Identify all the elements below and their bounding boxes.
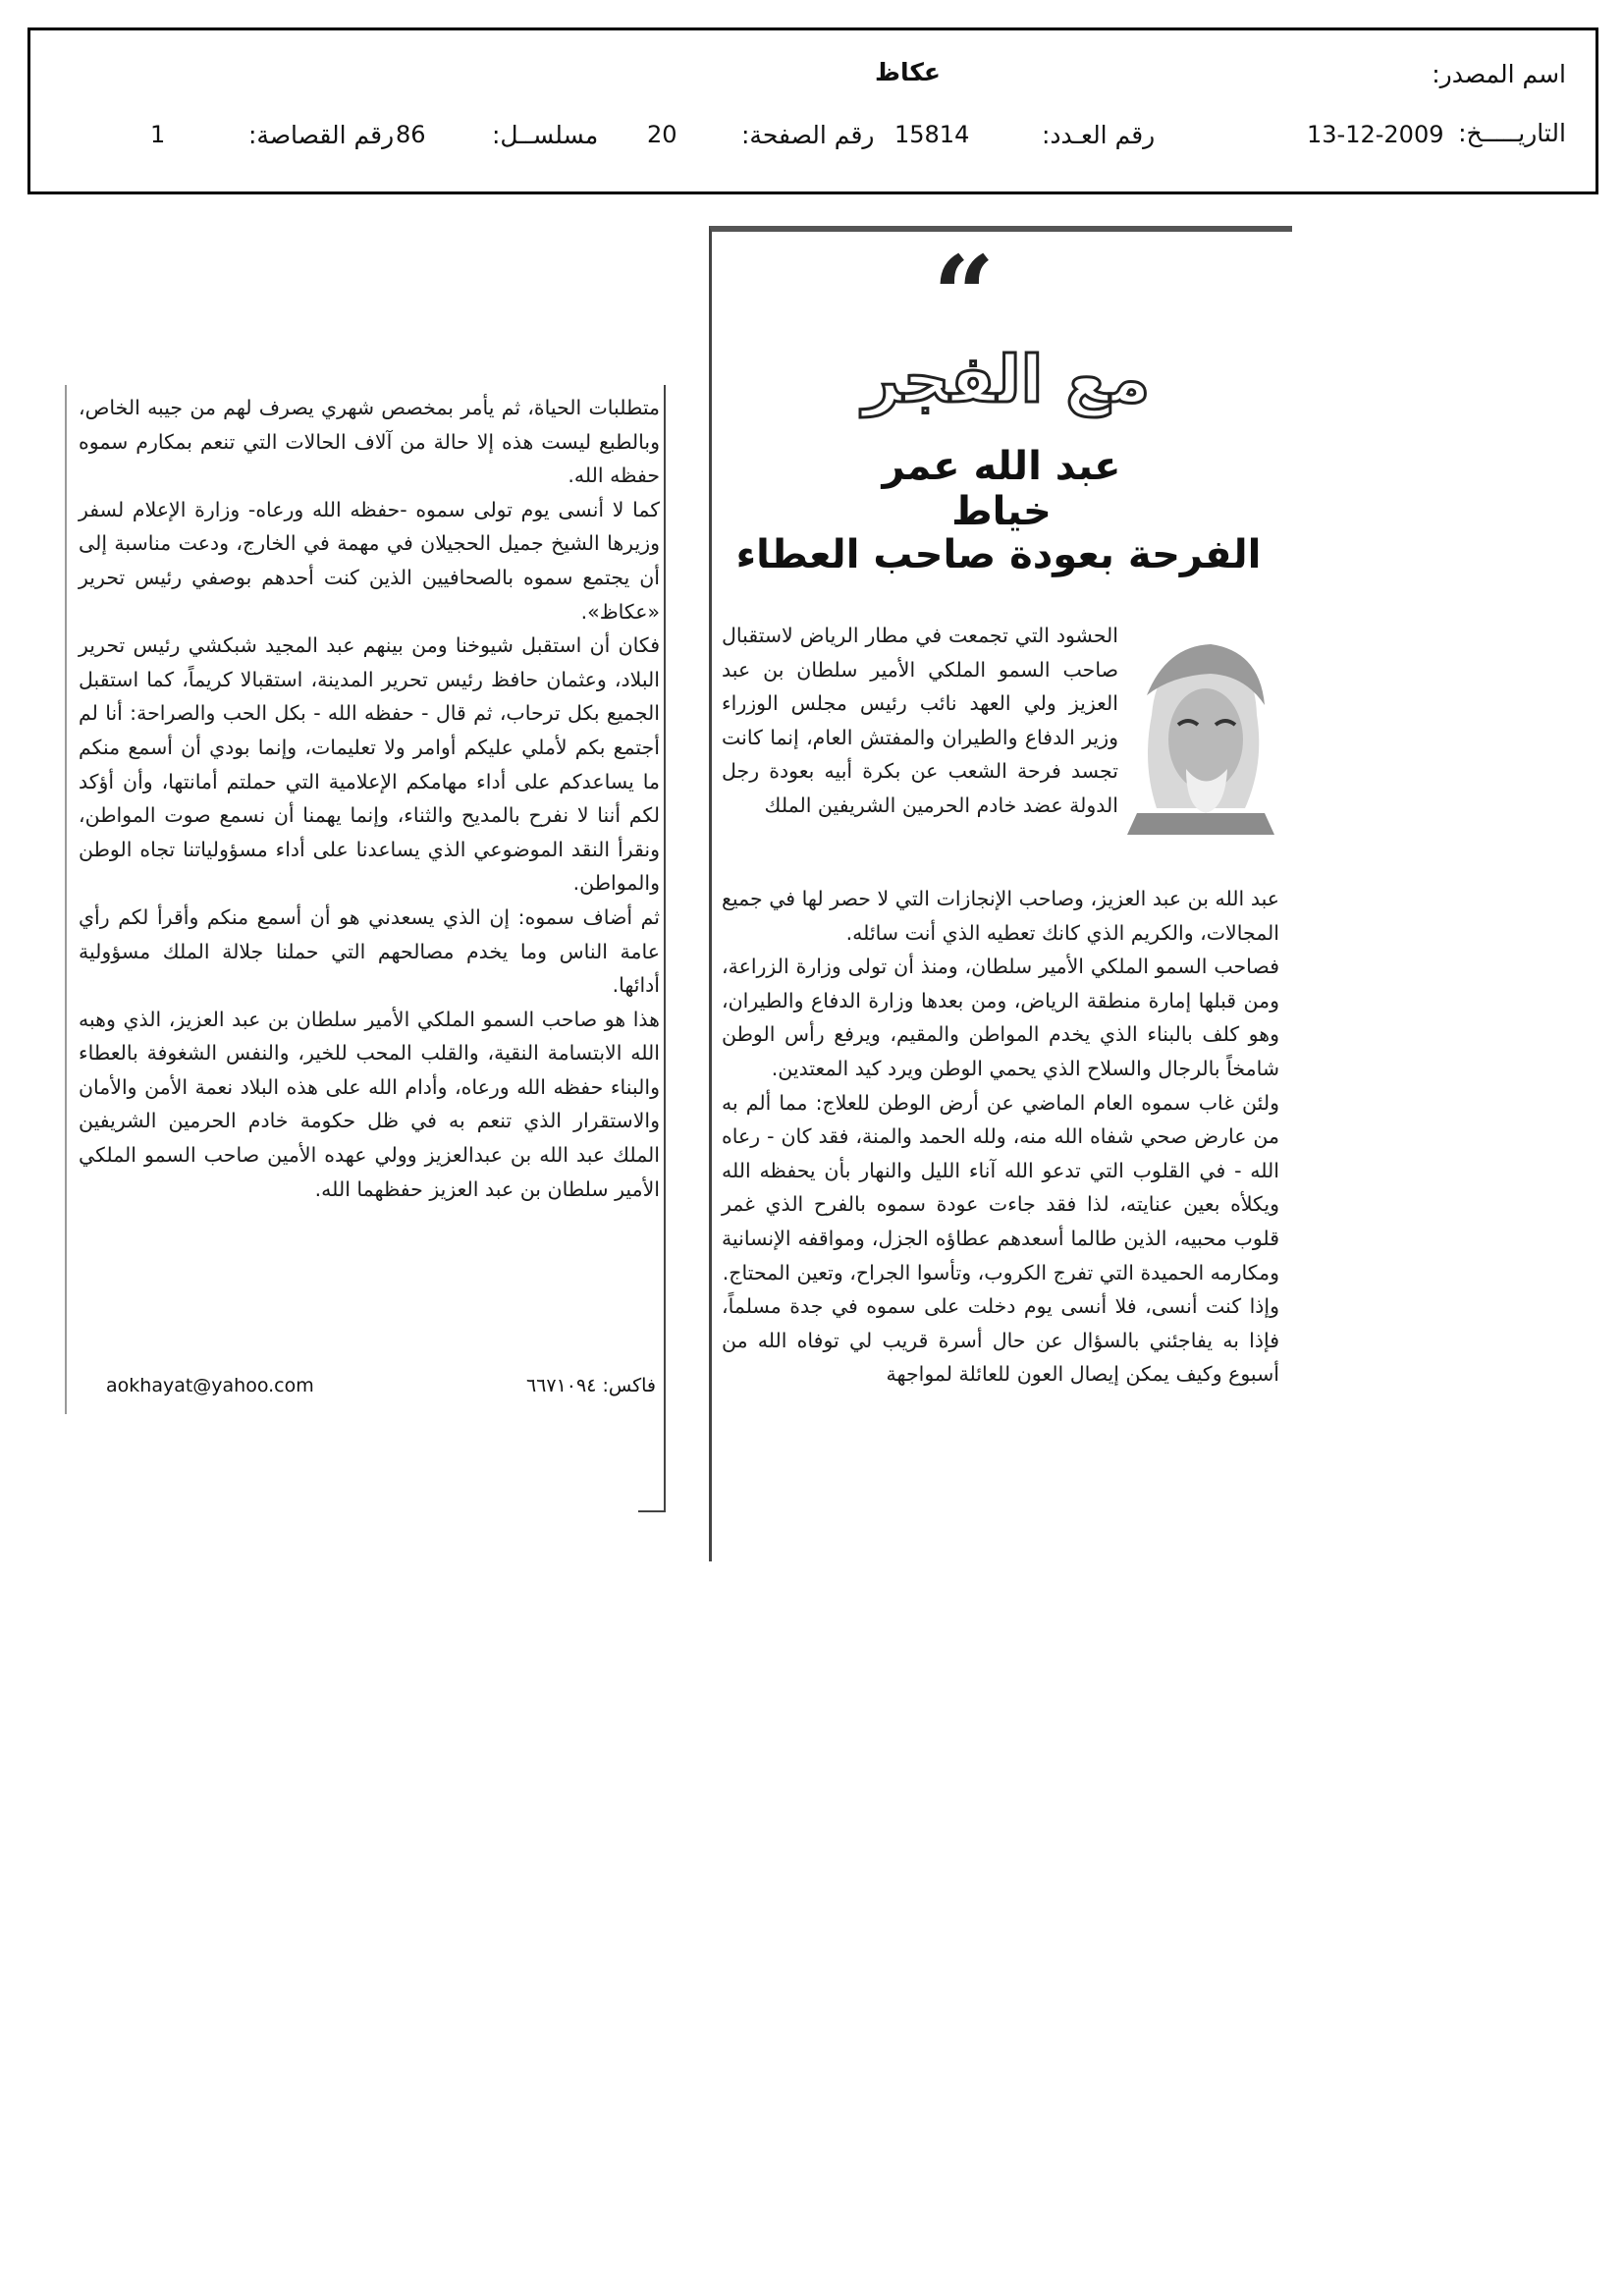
paragraph: ولئن غاب سموه العام الماضي عن أرض الوطن للعلاج: مما ألم به من عارض صحي شفاه الله منه، ولله الحمد والمنة، فقد كان - رعاه الله - في القلوب التي تدعو الله آناء الليل والنهار بأن يحفظه الله ويكلأه بعين عنايته، لذا فقد جاءت عودة سموه بالفرح الذي غمر قلوب محبيه، الذين طالما أسعدهم عطاؤه الجزل، ومواقفه الإنسانية ومكارمه الحميدة التي تفرج الكروب، وتأسوا الجراح، وتعين المحتاج.: [722, 1090, 1279, 1285]
page-value: 20: [647, 121, 677, 148]
column-name: مع الفجر: [862, 342, 1151, 417]
paragraph: هذا هو صاحب السمو الملكي الأمير سلطان بن عبد العزيز، الذي وهبه الله الابتسامة النقية، والقلب المحب للخير، والنفس الشغوفة بالعطاء والبناء حفظه الله ورعاه، وأدام الله على هذه البلاد نعمة الأمن والأمان والاستقرار الذي تنعم به في ظل حكومة خادم الحرمين الشريفين الملك عبد الله بن عبدالعزيز وولي عهده الأمين صاحب السمو الملكي الأمير سلطان بن عبد العزيز حفظهما الله.: [79, 1007, 660, 1201]
issue-value: 15814: [894, 121, 970, 148]
paragraph: كما لا أنسى يوم تولى سموه -حفظه الله ورعاه- وزارة الإعلام لسفر وزيرها الشيخ جميل الحجيلان في مهمة في الخارج، ودعت مناسبة إلى أن يجتمع سموه بالصحافيين الذين كنت أحدهم بوصفي رئيس تحرير «عكاظ».: [79, 497, 660, 624]
article-main-text: [722, 882, 1279, 1392]
author-photo: [1127, 627, 1274, 835]
page-label: رقم الصفحة:: [741, 121, 875, 149]
article-intro: [722, 619, 1118, 823]
intro-paragraph: الحشود التي تجمعت في مطار الرياض لاستقبال صاحب السمو الملكي الأمير سلطان بن عبد العزيز ولي العهد نائب رئيس مجلس الوزراء وزير الدفاع والطيران والمفتش العام، إنما كانت تجسد فرحة الشعب عن بكرة أبيه بعودة رجل الدولة عضد خادم الحرمين الشريفين الملك: [722, 624, 1118, 817]
paragraph: فصاحب السمو الملكي الأمير سلطان، ومنذ أن تولى وزارة الزراعة، ومن قبلها إمارة منطقة الرياض، ومن بعدها وزارة الدفاع والطيران، وهو كلف بالبناء الذي يخدم المواطن والمقيم، ويرفع رأس الوطن شامخاً بالرجال والسلاح الذي يحمي الوطن ويرد كيد المعتدين.: [722, 955, 1279, 1080]
clip-label: رقم القصاصة:: [248, 121, 395, 149]
paragraph: ثم أضاف سموه: إن الذي يسعدني هو أن أسمع منكم وأقرأ لكم رأي عامة الناس وما يخدم مصالحهم التي حملنا جلالة الملك مسؤولية أدائها.: [79, 904, 660, 998]
article-continuation-text: [79, 391, 660, 1206]
column-divider-end: [664, 1414, 666, 1512]
author-contact: [106, 1375, 656, 1396]
issue-label: رقم العـدد:: [1042, 121, 1156, 149]
fax-number: فاكس: ٦٦٧١٠٩٤: [525, 1375, 656, 1396]
email-address[interactable]: aokhayat@yahoo.com: [106, 1375, 314, 1396]
source-label: اسم المصدر:: [1432, 60, 1566, 88]
paragraph: عبد الله بن عبد العزيز، وصاحب الإنجازات التي لا حصر لها في جميع المجالات، والكريم الذي كانك تعطيه الذي أنت سائله.: [722, 887, 1279, 945]
paragraph: فكان أن استقبل شيوخنا ومن بينهم عبد المجيد شبكشي رئيس تحرير البلاد، وعثمان حافظ رئيس تحرير المدينة، استقبالا كريماً، كما استقبل الجميع بكل ترحاب، ثم قال - حفظه الله - بكل الحب والصراحة: أنا لم أجتمع بكم لأملي عليكم أوامر ولا تعليمات، وإنما بودي أن أسمع منكم ما يساعدكم على أداء مهامكم الإعلامية التي حملتم أمانتها، وأن أؤكد لكم أننا لا نفرح بالمديح والثناء، وإنما يهمنا أن نسمع صوت المواطن، ونقرأ النقد الموضوعي الذي يساعدنا على أداء مسؤولياتنا تجاه الوطن والمواطن.: [79, 633, 660, 896]
clipping-header-box: [27, 27, 1598, 194]
serial-label: مسلســل:: [492, 121, 599, 149]
column-end-mark: [638, 1510, 666, 1512]
column-left-edge: [65, 385, 67, 1414]
article-title: الفرحة بعودة صاحب العطاء: [735, 532, 1262, 577]
paragraph: وإذا كنت أنسى، فلا أنسى يوم دخلت على سموه في جدة مسلماً، فإذا به يفاجئني بالسؤال عن حال أسرة قريب لي توفاه الله من أسبوع وكيف يمكن إيصال العون للعائلة لمواجهة: [722, 1294, 1279, 1387]
source-value: عكاظ: [875, 58, 941, 86]
serial-value: 86: [396, 121, 426, 148]
author-name: عبد الله عمر خياط: [882, 444, 1121, 534]
column-divider: [664, 385, 666, 1414]
date-value: 13-12-2009: [1307, 121, 1444, 148]
paragraph: متطلبات الحياة، ثم يأمر بمخصص شهري يصرف لهم من جيبه الخاص، وبالطبع ليست هذه إلا حالة من آلاف الحالات التي تنعم بمكارم سموه حفظه الله.: [79, 396, 660, 488]
author-portrait-image: [1127, 627, 1274, 835]
clip-value: 1: [150, 121, 166, 148]
quote-mark-icon: “: [933, 232, 996, 358]
date-label: التاريـــــخ:: [1458, 119, 1566, 147]
